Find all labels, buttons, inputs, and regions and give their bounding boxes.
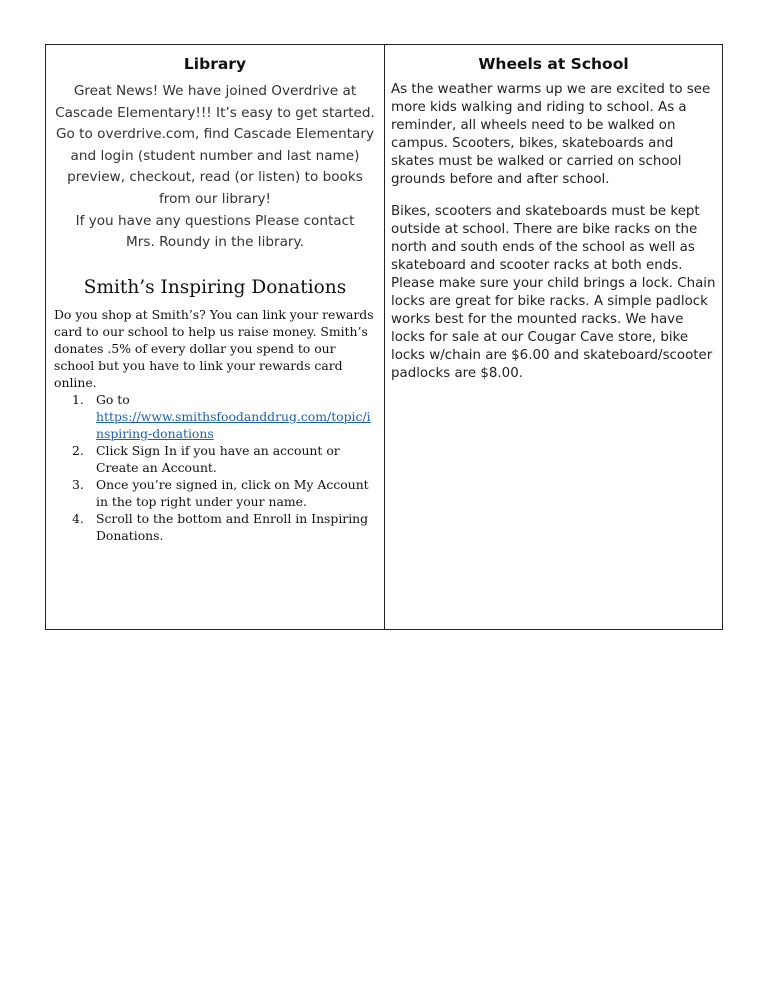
step-text: Once you’re signed in, click on My Account in the top right under your name. bbox=[96, 476, 369, 509]
list-item bbox=[52, 510, 378, 544]
inspiring-donations-link[interactable]: https://www.smithsfoodanddrug.com/topic/inspiring-donations bbox=[96, 408, 371, 441]
smiths-intro: Do you shop at Smith’s? You can link your rewards card to our school to help us raise money. Smith’s donates .5% of every dollar you spend to our school but you have to link your rewards card online. bbox=[54, 306, 374, 390]
wheels-paragraph: As the weather warms up we are excited to see more kids walking and riding to school. As a reminder, all wheels need to be walked on campus. Scooters, bikes, skateboards and skates must be walked or carried on school grounds before and after school. bbox=[391, 82, 711, 187]
library-line: Go to overdrive.com, find Cascade Elementary bbox=[55, 126, 374, 143]
step-number: 2. bbox=[72, 442, 84, 458]
wheels-heading: Wheels at School bbox=[478, 55, 629, 73]
library-heading: Library bbox=[183, 55, 247, 73]
library-body bbox=[52, 81, 378, 254]
newsletter-table bbox=[45, 44, 723, 630]
step-number: 4. bbox=[72, 510, 84, 526]
right-column bbox=[385, 45, 722, 629]
library-line: If you have any questions Please contact bbox=[75, 212, 355, 229]
smiths-heading: Smith’s Inspiring Donations bbox=[83, 276, 347, 298]
library-line: from our library! bbox=[159, 190, 271, 207]
list-item bbox=[52, 442, 378, 476]
smiths-steps-list bbox=[52, 391, 378, 544]
list-item bbox=[52, 476, 378, 510]
step-number: 1. bbox=[72, 391, 84, 407]
library-line: and login (student number and last name) bbox=[70, 147, 360, 164]
step-number: 3. bbox=[72, 476, 84, 492]
library-line: Mrs. Roundy in the library. bbox=[126, 234, 304, 251]
library-line: Great News! We have joined Overdrive at bbox=[73, 83, 357, 99]
step-text bbox=[96, 391, 378, 442]
step-label: Go to bbox=[96, 391, 130, 407]
list-item bbox=[52, 391, 378, 442]
left-column bbox=[46, 45, 385, 629]
library-line: Cascade Elementary!!! It’s easy to get started. bbox=[55, 104, 375, 121]
library-line: preview, checkout, read (or listen) to books bbox=[67, 169, 363, 186]
step-text: Scroll to the bottom and Enroll in Inspiring Donations. bbox=[96, 510, 369, 543]
step-text: Click Sign In if you have an account or Create an Account. bbox=[96, 442, 340, 475]
wheels-paragraph: Bikes, scooters and skateboards must be kept outside at school. There are bike racks on the north and south ends of the school as well as skateboard and scooter racks at both ends. Please make sure your child brings a lock. Chain locks are great for bike racks. A simple padlock works best for the mounted racks. We have locks for sale at our Cougar Cave store, bike locks w/chain are $6.00 and skateboard/scooter padlocks are $8.00. bbox=[391, 204, 716, 381]
wheels-body bbox=[391, 81, 716, 383]
